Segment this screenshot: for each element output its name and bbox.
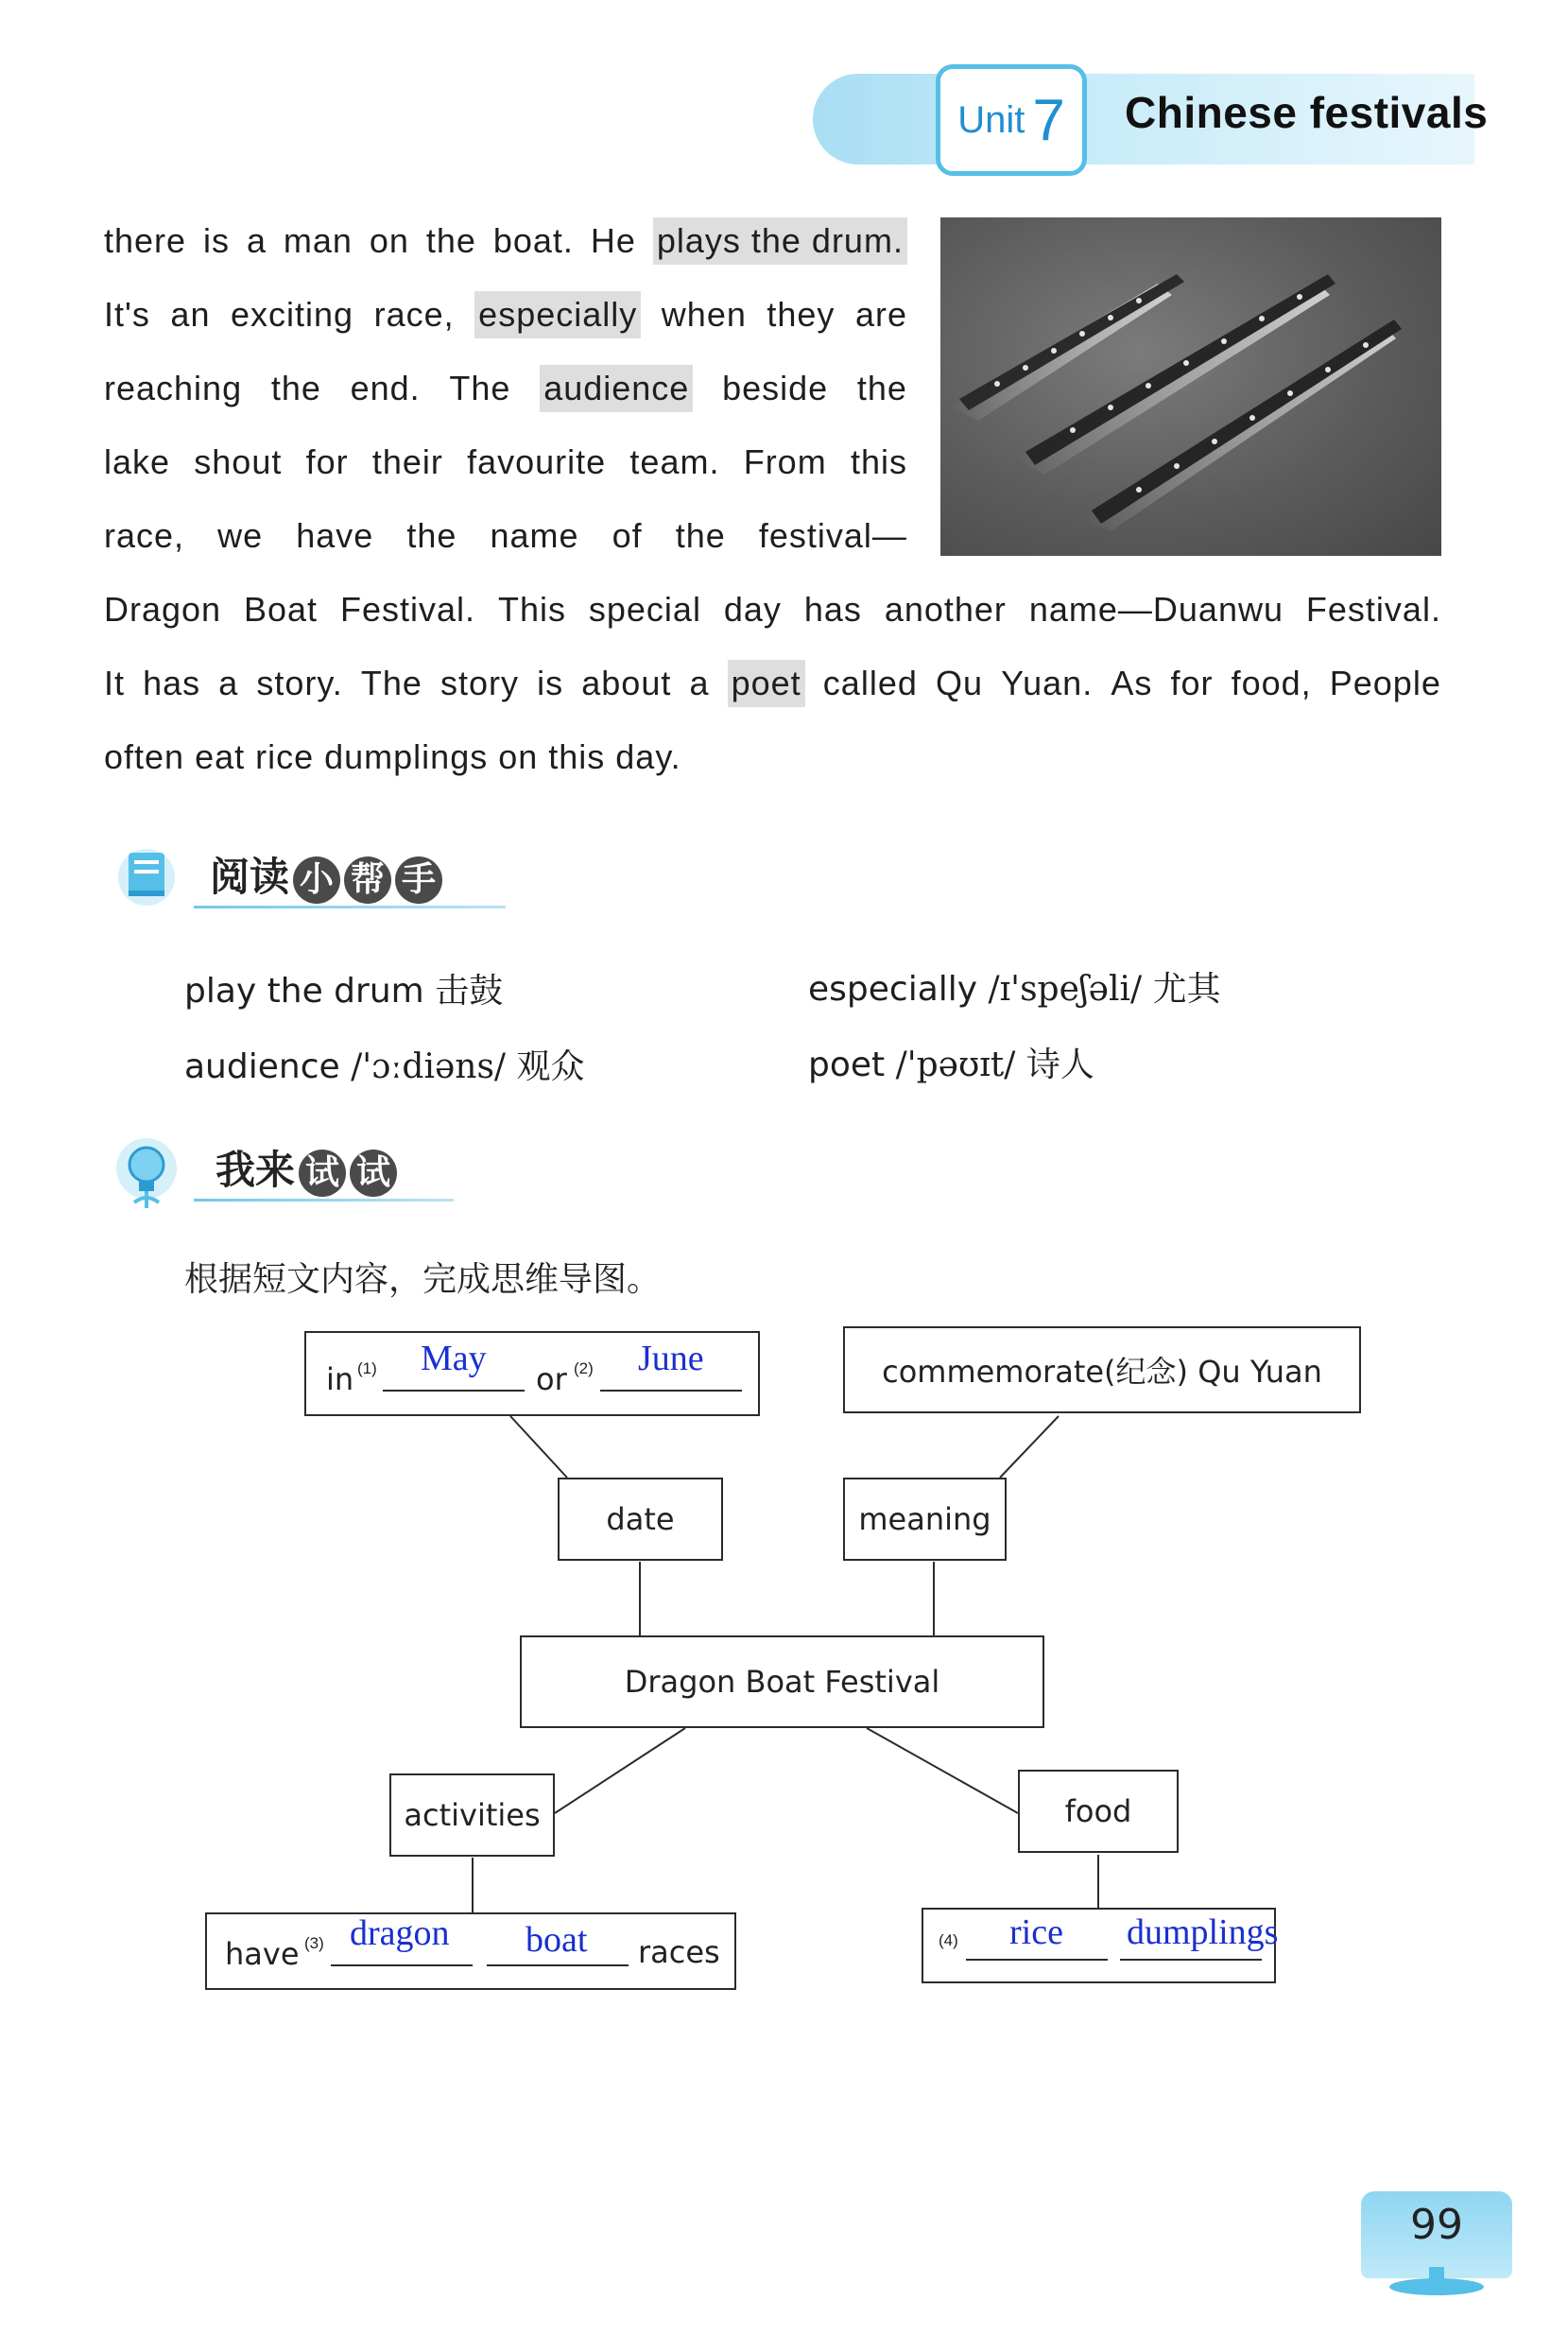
word: about bbox=[581, 664, 672, 702]
word: the bbox=[406, 516, 457, 555]
meaning-box: meaning bbox=[843, 1478, 1007, 1561]
word: story bbox=[440, 664, 520, 702]
answer-2: June bbox=[638, 1339, 704, 1378]
date-box: date bbox=[558, 1478, 723, 1561]
word: name—Duanwu bbox=[1028, 590, 1284, 629]
blank-line-3a bbox=[331, 1964, 473, 1966]
reading-helper-title-text: 阅读 bbox=[210, 854, 290, 900]
word: has bbox=[803, 590, 862, 629]
word: favourite bbox=[467, 442, 607, 481]
word: Qu bbox=[935, 664, 983, 702]
date-or-label: or bbox=[536, 1361, 567, 1397]
word: have bbox=[296, 516, 374, 555]
word: food, bbox=[1231, 664, 1312, 702]
word: the bbox=[856, 369, 907, 407]
blank-line-3b bbox=[487, 1964, 629, 1966]
answer-1: May bbox=[421, 1339, 487, 1378]
vocab-meaning: 尤其 bbox=[1152, 970, 1221, 1009]
vocab-word: play the drum bbox=[184, 972, 424, 1011]
highlighted-phrase: plays the drum. bbox=[653, 217, 907, 265]
word: race, bbox=[104, 516, 185, 555]
word: exciting bbox=[231, 295, 354, 334]
instruction-text: 根据短文内容，完成思维导图。 bbox=[184, 1260, 662, 1299]
word: It's bbox=[104, 295, 150, 334]
food-box: food bbox=[1018, 1770, 1179, 1853]
word: the bbox=[425, 221, 476, 260]
word: race, bbox=[373, 295, 455, 334]
blank-line-4a bbox=[966, 1959, 1108, 1961]
activities-races-label: races bbox=[638, 1934, 720, 1970]
word: end. bbox=[350, 369, 421, 407]
highlighted-word: audience bbox=[540, 365, 693, 412]
word: man bbox=[283, 221, 353, 260]
blank-line-2 bbox=[600, 1390, 742, 1392]
word: team. bbox=[629, 442, 720, 481]
word: Yuan. bbox=[1001, 664, 1094, 702]
try-it-title-text: 我来 bbox=[215, 1147, 296, 1193]
page-number-stand bbox=[1389, 2278, 1484, 2295]
word: From bbox=[743, 442, 827, 481]
title-circle-char: 手 bbox=[395, 856, 442, 904]
word: lake bbox=[104, 442, 171, 481]
page-number: 99 bbox=[1410, 2201, 1463, 2249]
word: often eat rice dumplings on this day. bbox=[104, 737, 681, 776]
word: Festival. bbox=[1305, 590, 1441, 629]
word: there bbox=[104, 221, 187, 260]
word: It bbox=[104, 664, 126, 702]
unit-title: Chinese festivals bbox=[1125, 88, 1489, 137]
word: The bbox=[360, 664, 422, 702]
word: an bbox=[170, 295, 211, 334]
answer-4b: dumplings bbox=[1127, 1912, 1279, 1952]
word: their bbox=[371, 442, 443, 481]
word: boat. bbox=[492, 221, 574, 260]
title-circle-char: 帮 bbox=[344, 856, 391, 904]
vocab-meaning: 击鼓 bbox=[435, 972, 504, 1011]
word: another bbox=[884, 590, 1007, 629]
word: a bbox=[246, 221, 267, 260]
unit-word: Unit bbox=[957, 98, 1025, 141]
word: is bbox=[537, 664, 564, 702]
word: day bbox=[723, 590, 782, 629]
word: Festival. bbox=[339, 590, 476, 629]
highlighted-word: especially bbox=[474, 291, 641, 338]
blank-line-1 bbox=[383, 1390, 525, 1392]
title-circle-char: 试 bbox=[350, 1150, 397, 1197]
word: they bbox=[767, 295, 836, 334]
date-in-label: in bbox=[326, 1361, 354, 1397]
blank-line-4b bbox=[1120, 1959, 1262, 1961]
meaning-detail-box: commemorate(纪念) Qu Yuan bbox=[843, 1326, 1361, 1413]
word: Dragon bbox=[104, 590, 222, 629]
word: a bbox=[218, 664, 239, 702]
vocab-meaning: 观众 bbox=[516, 1047, 585, 1086]
word: a bbox=[689, 664, 710, 702]
word: The bbox=[449, 369, 511, 407]
word: special bbox=[588, 590, 701, 629]
activities-box: activities bbox=[389, 1773, 555, 1857]
vocab-word: audience bbox=[184, 1047, 340, 1086]
vocab-word: especially bbox=[808, 970, 978, 1009]
word: are bbox=[854, 295, 907, 334]
word: on bbox=[369, 221, 409, 260]
word: shout bbox=[194, 442, 283, 481]
vocab-phonetic: /ɪ'speʃəli/ bbox=[988, 970, 1143, 1009]
blank-number-2: (2) bbox=[574, 1359, 594, 1377]
word: As bbox=[1111, 664, 1153, 702]
word: reaching bbox=[104, 369, 243, 407]
vocab-phonetic: /'ɔːdiəns/ bbox=[351, 1047, 507, 1086]
vocab-phonetic: /'pəʊɪt/ bbox=[895, 1046, 1016, 1084]
word: of bbox=[612, 516, 643, 555]
answer-3b: boat bbox=[526, 1920, 588, 1960]
answer-4a: rice bbox=[1009, 1912, 1063, 1952]
word: festival— bbox=[758, 516, 907, 555]
word: is bbox=[203, 221, 230, 260]
word: we bbox=[217, 516, 264, 555]
word: He bbox=[590, 221, 636, 260]
word: story. bbox=[256, 664, 343, 702]
title-circle-char: 试 bbox=[299, 1150, 346, 1197]
word: when bbox=[661, 295, 747, 334]
vocab-word: poet bbox=[808, 1046, 886, 1084]
activities-have-label: have bbox=[225, 1936, 300, 1972]
answer-3a: dragon bbox=[350, 1913, 450, 1953]
vocab-meaning: 诗人 bbox=[1025, 1046, 1094, 1084]
center-topic-box: Dragon Boat Festival bbox=[520, 1635, 1044, 1728]
blank-number-1: (1) bbox=[357, 1359, 377, 1377]
word: has bbox=[143, 664, 201, 702]
blank-number-3: (3) bbox=[304, 1934, 324, 1952]
unit-number: 7 bbox=[1032, 87, 1065, 153]
word: beside bbox=[722, 369, 829, 407]
word: the bbox=[675, 516, 726, 555]
word: called bbox=[822, 664, 918, 702]
word: name bbox=[490, 516, 579, 555]
word: for bbox=[1170, 664, 1214, 702]
word: for bbox=[305, 442, 349, 481]
blank-number-4: (4) bbox=[939, 1931, 958, 1949]
word: this bbox=[850, 442, 907, 481]
word: This bbox=[497, 590, 566, 629]
word: the bbox=[270, 369, 321, 407]
word: People bbox=[1329, 664, 1441, 702]
highlighted-word: poet bbox=[728, 660, 805, 707]
title-circle-char: 小 bbox=[293, 856, 340, 904]
word: Boat bbox=[244, 590, 319, 629]
